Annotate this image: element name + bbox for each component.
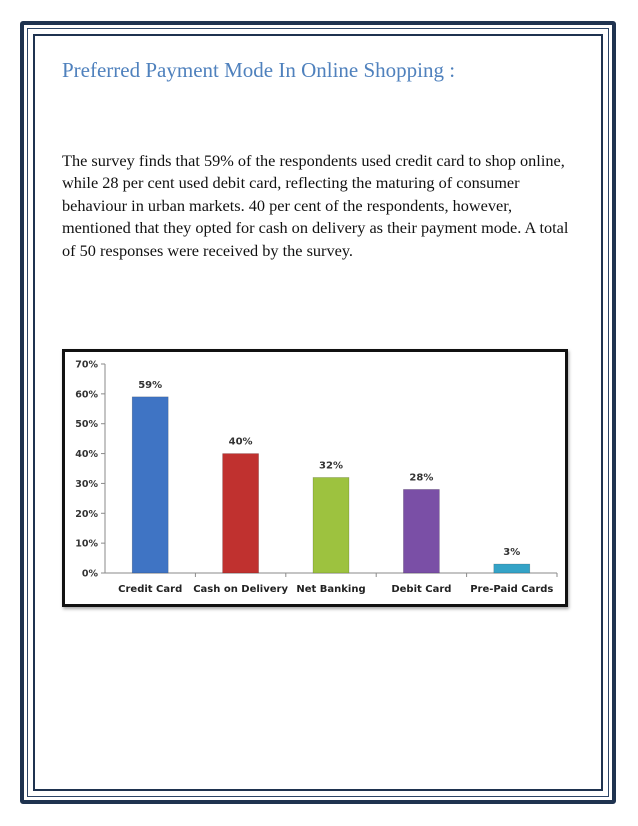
x-tick-label: Cash on Delivery: [193, 584, 289, 595]
bar-credit-card: [132, 397, 168, 573]
payment-mode-chart: [62, 349, 568, 607]
y-tick-label: 40%: [75, 449, 98, 461]
bar-debit-card: [403, 489, 439, 573]
bar-chart-canvas: [65, 352, 565, 604]
survey-paragraph: The survey finds that 59% of the respondents used credit card to shop online, while 28 per cent used debit card, reflecting the maturing of consumer behaviour in urban markets. 40 per cent of the respondents, however, mentioned that they opted for cash on delivery as their payment mode. A total of 50 responses were received by the survey.: [62, 151, 569, 260]
data-label: 3%: [503, 547, 521, 559]
x-tick-label: Credit Card: [118, 584, 183, 595]
document-title: Preferred Payment Mode In Online Shopping :: [62, 58, 456, 82]
y-tick-label: 60%: [75, 389, 98, 401]
bar-net-banking: [313, 477, 349, 573]
y-tick-label: 20%: [75, 508, 98, 520]
y-tick-label: 70%: [75, 359, 98, 371]
x-tick-label: Pre-Paid Cards: [470, 584, 554, 595]
y-tick-label: 10%: [75, 538, 98, 550]
bar-cash-on-delivery: [223, 454, 259, 573]
bar-pre-paid-cards: [494, 564, 530, 573]
data-label: 32%: [319, 460, 343, 472]
data-label: 28%: [409, 472, 434, 484]
y-tick-label: 30%: [75, 478, 98, 490]
x-tick-label: Debit Card: [391, 584, 452, 595]
x-tick-label: Net Banking: [296, 584, 366, 595]
data-label: 59%: [138, 379, 163, 391]
data-label: 40%: [228, 436, 253, 448]
y-tick-label: 50%: [75, 419, 98, 431]
y-tick-label: 0%: [81, 568, 98, 580]
